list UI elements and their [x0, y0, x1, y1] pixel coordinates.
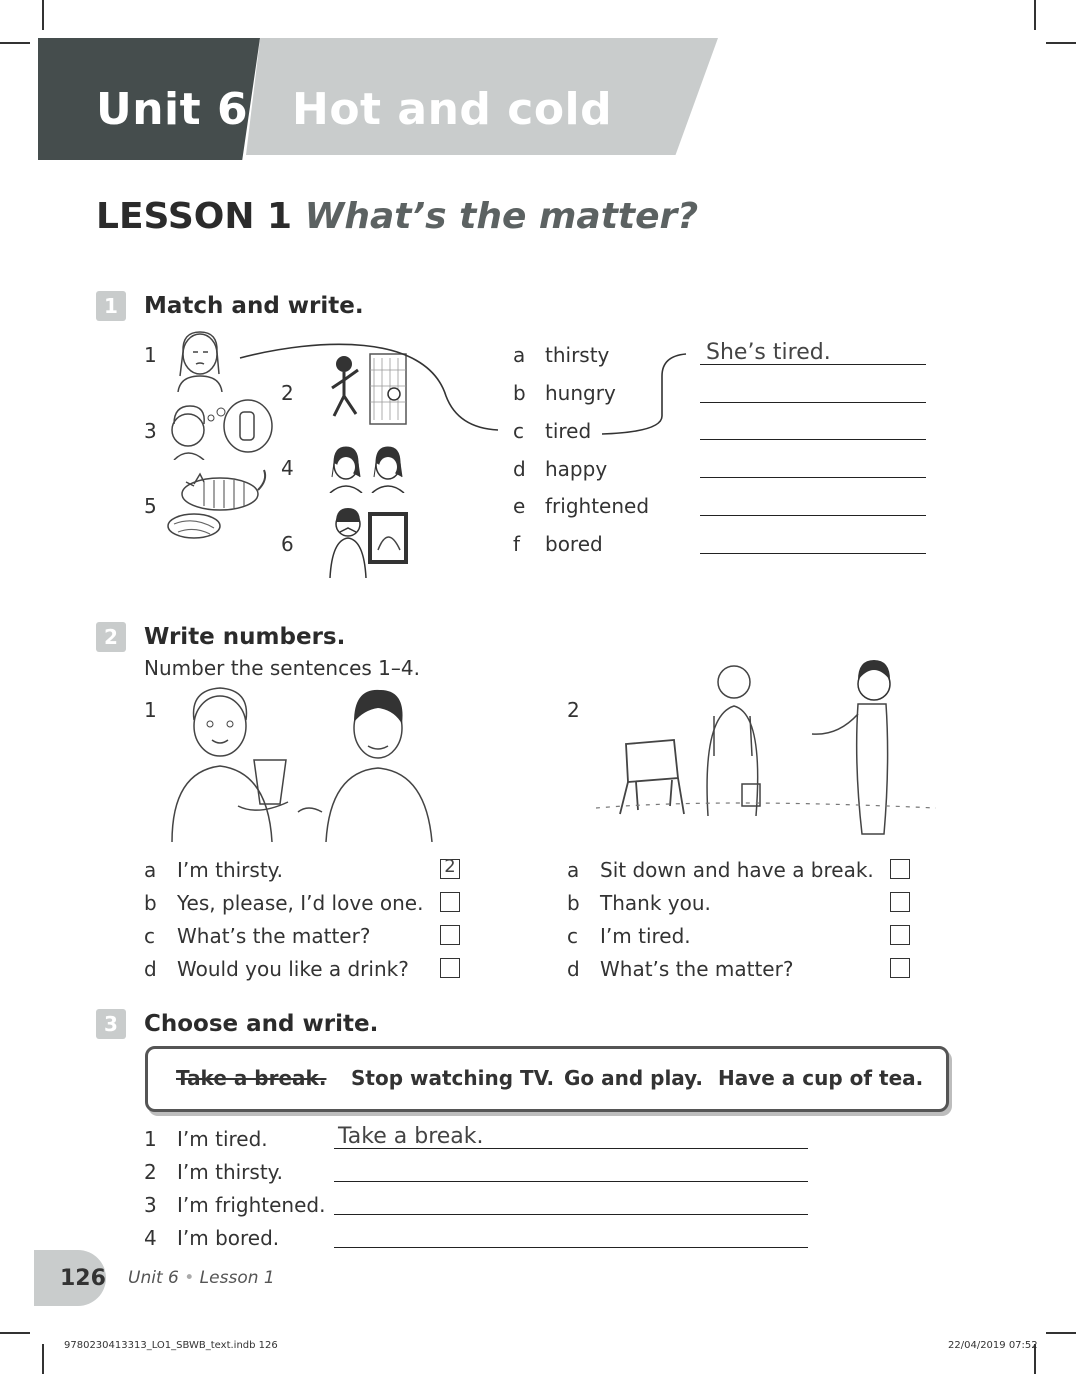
- picture-number: 3: [144, 419, 157, 443]
- item-letter: b: [144, 891, 157, 915]
- number-box[interactable]: [440, 892, 460, 912]
- picture-number: 2: [281, 381, 294, 405]
- picture-number: 1: [144, 343, 157, 367]
- option-letter: c: [513, 419, 524, 443]
- option-letter: b: [513, 381, 526, 405]
- frightened-boy-illustration: [326, 506, 410, 578]
- crop-mark: [42, 1344, 44, 1374]
- lesson-label: LESSON 1: [96, 196, 293, 237]
- item-letter: a: [567, 858, 580, 882]
- unit-label: Unit 6: [96, 84, 249, 135]
- option-letter: f: [513, 532, 521, 556]
- answer-line[interactable]: [700, 439, 926, 440]
- number-box[interactable]: [440, 958, 460, 978]
- option-letter: e: [513, 494, 526, 518]
- answer-line[interactable]: [334, 1247, 808, 1248]
- item-text: I’m bored.: [177, 1226, 280, 1250]
- phrase: Stop watching TV.: [351, 1066, 555, 1090]
- picture-number: 4: [281, 456, 294, 480]
- tired-girl-illustration: [170, 326, 230, 392]
- phrase: Have a cup of tea.: [718, 1066, 924, 1090]
- lesson-title: What’s the matter?: [304, 196, 699, 237]
- lesson-heading: [96, 196, 698, 237]
- item-number: 3: [144, 1193, 157, 1217]
- tired-painter-illustration: [596, 656, 940, 840]
- item-letter: c: [144, 924, 155, 948]
- answer-line[interactable]: [700, 553, 926, 554]
- crop-mark: [1034, 0, 1036, 30]
- option-word: frightened: [545, 494, 650, 518]
- exercise-number: 3: [96, 1009, 126, 1039]
- footer-separator: •: [184, 1268, 195, 1288]
- picture-number: 1: [144, 698, 157, 722]
- crop-mark: [0, 42, 30, 44]
- answer-line[interactable]: [700, 364, 926, 365]
- option-letter: d: [513, 457, 526, 481]
- item-text: I’m tired.: [600, 924, 691, 948]
- answer-line[interactable]: [700, 515, 926, 516]
- option-word: bored: [545, 532, 603, 556]
- number-box[interactable]: [890, 925, 910, 945]
- number-box[interactable]: [890, 859, 910, 879]
- phrase-used: Take a break.: [176, 1066, 327, 1090]
- item-text: I’m thirsty.: [177, 1160, 283, 1184]
- option-letter: a: [513, 343, 526, 367]
- footer-lesson: Lesson 1: [199, 1268, 275, 1288]
- item-letter: d: [144, 957, 157, 981]
- exercise-instruction: Number the sentences 1–4.: [144, 656, 420, 680]
- print-slug-file: 9780230413313_LO1_SBWB_text.indb 126: [64, 1340, 278, 1351]
- item-letter: d: [567, 957, 580, 981]
- item-text: Sit down and have a break.: [600, 858, 874, 882]
- item-text: I’m tired.: [177, 1127, 268, 1151]
- answer-line[interactable]: [334, 1148, 808, 1149]
- item-number: 4: [144, 1226, 157, 1250]
- answer-line[interactable]: [700, 402, 926, 403]
- happy-girls-illustration: [326, 443, 410, 493]
- crop-mark: [42, 0, 44, 30]
- item-text: What’s the matter?: [177, 924, 371, 948]
- crop-mark: [1046, 1332, 1076, 1334]
- picture-number: 5: [144, 494, 157, 518]
- number-box[interactable]: [440, 925, 460, 945]
- item-text: I’m frightened.: [177, 1193, 326, 1217]
- example-answer: She’s tired.: [706, 340, 831, 365]
- unit-title: Hot and cold: [292, 84, 613, 135]
- exercise-number: 1: [96, 291, 126, 321]
- answer-line[interactable]: [700, 477, 926, 478]
- number-box[interactable]: [440, 856, 460, 879]
- option-word: hungry: [545, 381, 616, 405]
- exercise-number: 2: [96, 622, 126, 652]
- number-box[interactable]: [890, 958, 910, 978]
- item-text: Yes, please, I’d love one.: [177, 891, 424, 915]
- answer-line[interactable]: [334, 1181, 808, 1182]
- exercise-title: Write numbers.: [144, 624, 346, 650]
- option-word: thirsty: [545, 343, 610, 367]
- item-text: What’s the matter?: [600, 957, 794, 981]
- item-text: Would you like a drink?: [177, 957, 409, 981]
- item-letter: b: [567, 891, 580, 915]
- item-letter: c: [567, 924, 578, 948]
- item-number: 2: [144, 1160, 157, 1184]
- crop-mark: [1046, 42, 1076, 44]
- phrase: Go and play.: [564, 1066, 703, 1090]
- item-number: 1: [144, 1127, 157, 1151]
- page-number: 126: [60, 1266, 106, 1291]
- matching-lines: [236, 336, 706, 442]
- picture-number: 6: [281, 532, 294, 556]
- exercise-title: Match and write.: [144, 293, 364, 319]
- footer-label: [128, 1268, 275, 1288]
- crop-mark: [0, 1332, 30, 1334]
- box-answer: 2: [444, 856, 456, 877]
- item-text: Thank you.: [600, 891, 711, 915]
- item-text: I’m thirsty.: [177, 858, 283, 882]
- hungry-cat-illustration: [164, 466, 276, 544]
- print-slug-datetime: 22/04/2019 07:52: [948, 1340, 1038, 1351]
- option-word: happy: [545, 457, 608, 481]
- answer-line[interactable]: [334, 1214, 808, 1215]
- exercise-title: Choose and write.: [144, 1011, 379, 1037]
- example-answer: Take a break.: [338, 1124, 484, 1149]
- footer-unit: Unit 6: [128, 1268, 179, 1288]
- picture-number: 2: [567, 698, 580, 722]
- number-box[interactable]: [890, 892, 910, 912]
- drink-offer-illustration: [168, 686, 438, 842]
- item-letter: a: [144, 858, 157, 882]
- option-word: tired: [545, 419, 592, 443]
